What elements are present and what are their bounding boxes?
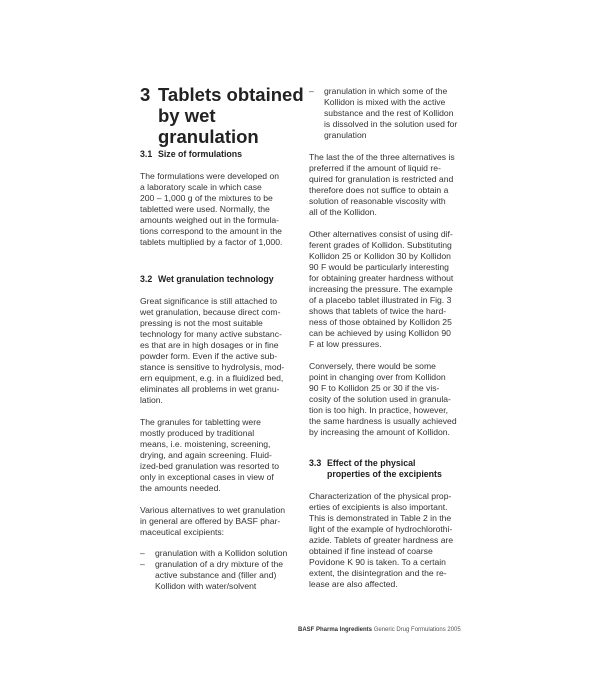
section-3-2-heading: [140, 274, 300, 285]
footer-publication: Generic Drug Formulations 2005: [373, 627, 461, 633]
footer-brand: BASF Pharma Ingredients: [298, 627, 373, 633]
chapter-number: 3: [140, 84, 151, 105]
list-item-text: granulation with a Kollidon solution: [155, 548, 288, 558]
right-column: [309, 86, 474, 590]
section-title: Effect of the physical properties of the excipients: [327, 458, 442, 479]
list-item: [140, 559, 300, 592]
section-number: 3.1: [140, 149, 153, 159]
chapter-title: Tablets obtained by wet granulation: [158, 84, 304, 147]
paragraph: Great significance is still attached to wet granulation, because direct com- pressing is not the most suitable technology for many active substanc- es that are in high dosages or in fine powder form. Even if the active sub- stance is sensitive to hydrolysis, mod- ern equipment, e.g. in a fluidized bed, eliminates all problems in wet granu- lation.: [140, 296, 285, 405]
list-item-text: granulation in which some of the Kollidon is mixed with the active substance and the rest of Kollidon is dissolved in the solution used for granulation: [324, 86, 458, 140]
paragraph: The formulations were developed on a laboratory scale in which case 200 – 1,000 g of the mixtures to be tabletted were used. Normally, the amounts weighed out in the formula- tions correspond to the amount in the tablets multiplied by a factor of 1,000.: [140, 171, 283, 247]
section-3-1-heading: [140, 149, 300, 160]
section-title: Size of formulations: [158, 149, 243, 159]
list-item: [309, 86, 474, 141]
section-number: 3.2: [140, 274, 153, 284]
paragraph: The granules for tabletting were mostly produced by traditional means, i.e. moistening, screening, drying, and again screening. Fluid- ized-bed granulation was resorted to only in exceptional cases in view of the amounts needed.: [140, 417, 280, 493]
bullet-dash: –: [309, 86, 314, 96]
section-number: 3.3: [309, 458, 322, 468]
section-title: Wet granulation technology: [158, 274, 274, 284]
list-item: [140, 548, 300, 559]
paragraph: Other alternatives consist of using dif- ferent grades of Kollidon. Substituting Kollidon 25 or Kollidon 30 by Kollidon 90 F would be particularly interesting for obtaining greater hardness without increasing the pressure. The example of a placebo tablet illustrated in Fig. 3 shows that tablets of twice the hard- ness of those obtained by Kollidon 25 can be achieved by using Kollidon 90 F at low pressures.: [309, 229, 454, 349]
list-item-text: granulation of a dry mixture of the active substance and (filler and) Kollidon with water/solvent: [155, 559, 284, 591]
paragraph: Conversely, there would be some point in changing over from Kollidon 90 F to Kollidon 25 or 30 if the vis- cosity of the solution used in granula- tion is too high. In practice, however, the same hardness is usually achieved by increasing the amount of Kollidon.: [309, 361, 457, 437]
paragraph: The last the of the three alternatives is preferred if the amount of liquid re- quired for granulation is restricted and therefore does not suffice to obtain a solution of reasonable viscosity with all of the Kollidon.: [309, 152, 455, 217]
page-footer: [298, 627, 461, 633]
section-3-3-heading: [309, 458, 474, 480]
paragraph: Various alternatives to wet granulation in general are offered by BASF phar- maceutical excipients:: [140, 505, 286, 537]
paragraph: Characterization of the physical prop- erties of excipients is also important. This is demonstrated in Table 2 in the light of the example of hydrochlorothi- azide. Tablets of greater hardness are obtained if fine instead of coarse Povidone K 90 is taken. To a certain extent, the disintegration and the re- lease are also affected.: [309, 491, 454, 589]
bullet-dash: –: [140, 559, 145, 569]
left-column: [140, 149, 300, 592]
bullet-dash: –: [140, 548, 145, 558]
